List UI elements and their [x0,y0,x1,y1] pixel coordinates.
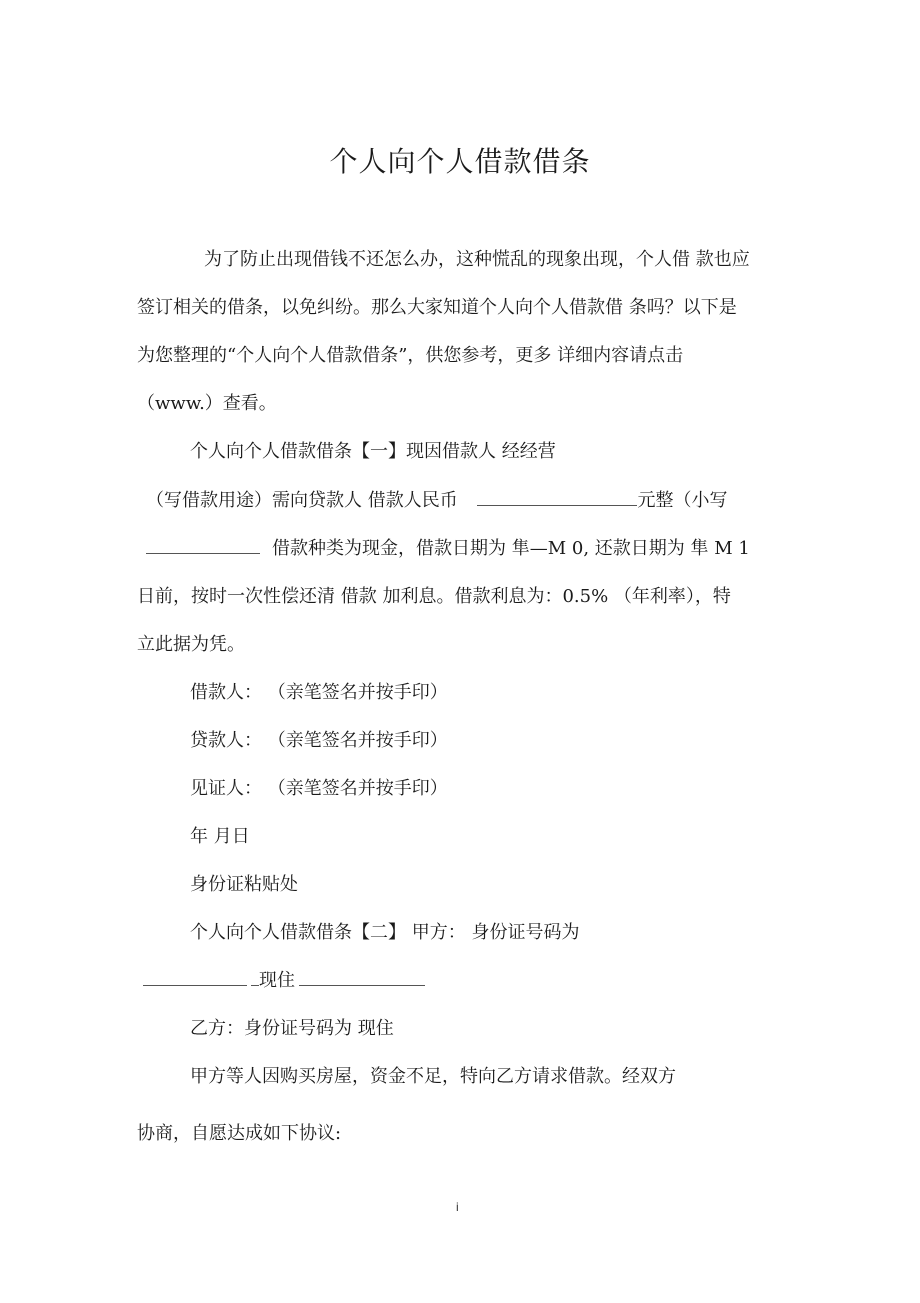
intro-line-2: 签订相关的借条，以免纠纷。那么大家知道个人向个人借款借 条吗？以下是 [137,297,737,318]
template1-line-5: 立此据为凭。 [137,634,245,655]
date-line: 年 月日 [190,826,250,847]
party-b-line: 乙方：身份证号码为 现住 [190,1018,394,1039]
page-number: i [456,1200,459,1214]
document-title: 个人向个人借款借条 [329,145,591,178]
template2-line-4: 协商，自愿达成如下协议: [137,1123,342,1144]
borrower-signature-line: 借款人： （亲笔签名并按手印） [190,682,448,703]
witness-signature-line: 见证人： （亲笔签名并按手印） [190,778,448,799]
intro-line-3: 为您整理的“个人向个人借款借条”，供您参考，更多 详细内容请点击 [137,345,684,366]
template2-line-3: 甲方等人因购买房屋，资金不足，特向乙方请求借款。经双方 [190,1066,676,1087]
intro-line-1: 为了防止出现借钱不还怎么办，这种慌乱的现象出现，个人借 款也应 [204,249,750,270]
address-blank [299,969,425,986]
template1-line-2-suffix: 元整（小写 [637,490,728,511]
template1-line-2-text: （写借款用途）需向贷款人 借款人民币 [146,490,458,511]
template1-line-3 [146,537,750,561]
template1-line-4: 日前，按时一次性偿还清 借款 加利息。借款利息为：0.5% （年利率），特 [137,586,731,607]
template1-line-2 [146,489,727,513]
amount-blank [477,489,637,506]
id-number-blank [143,969,247,986]
current-address-label: 现住 [259,970,295,991]
lender-signature-line: 贷款人： （亲笔签名并按手印） [190,730,448,751]
template1-line-1: 个人向个人借款借条【一】现因借款人 经经营 [190,441,556,462]
template2-line-1: 个人向个人借款借条【二】 甲方： 身份证号码为 [190,922,580,943]
id-card-paste-area: 身份证粘贴处 [190,874,298,895]
intro-line-4: （www.）查看。 [137,393,277,414]
id-number-blank-tail [251,969,259,986]
template2-line-2 [143,969,425,993]
template1-line-3-text: 借款种类为现金，借款日期为 隼—M 0, 还款日期为 隼 M 1 [272,538,750,559]
lowercase-amount-blank [146,537,260,554]
